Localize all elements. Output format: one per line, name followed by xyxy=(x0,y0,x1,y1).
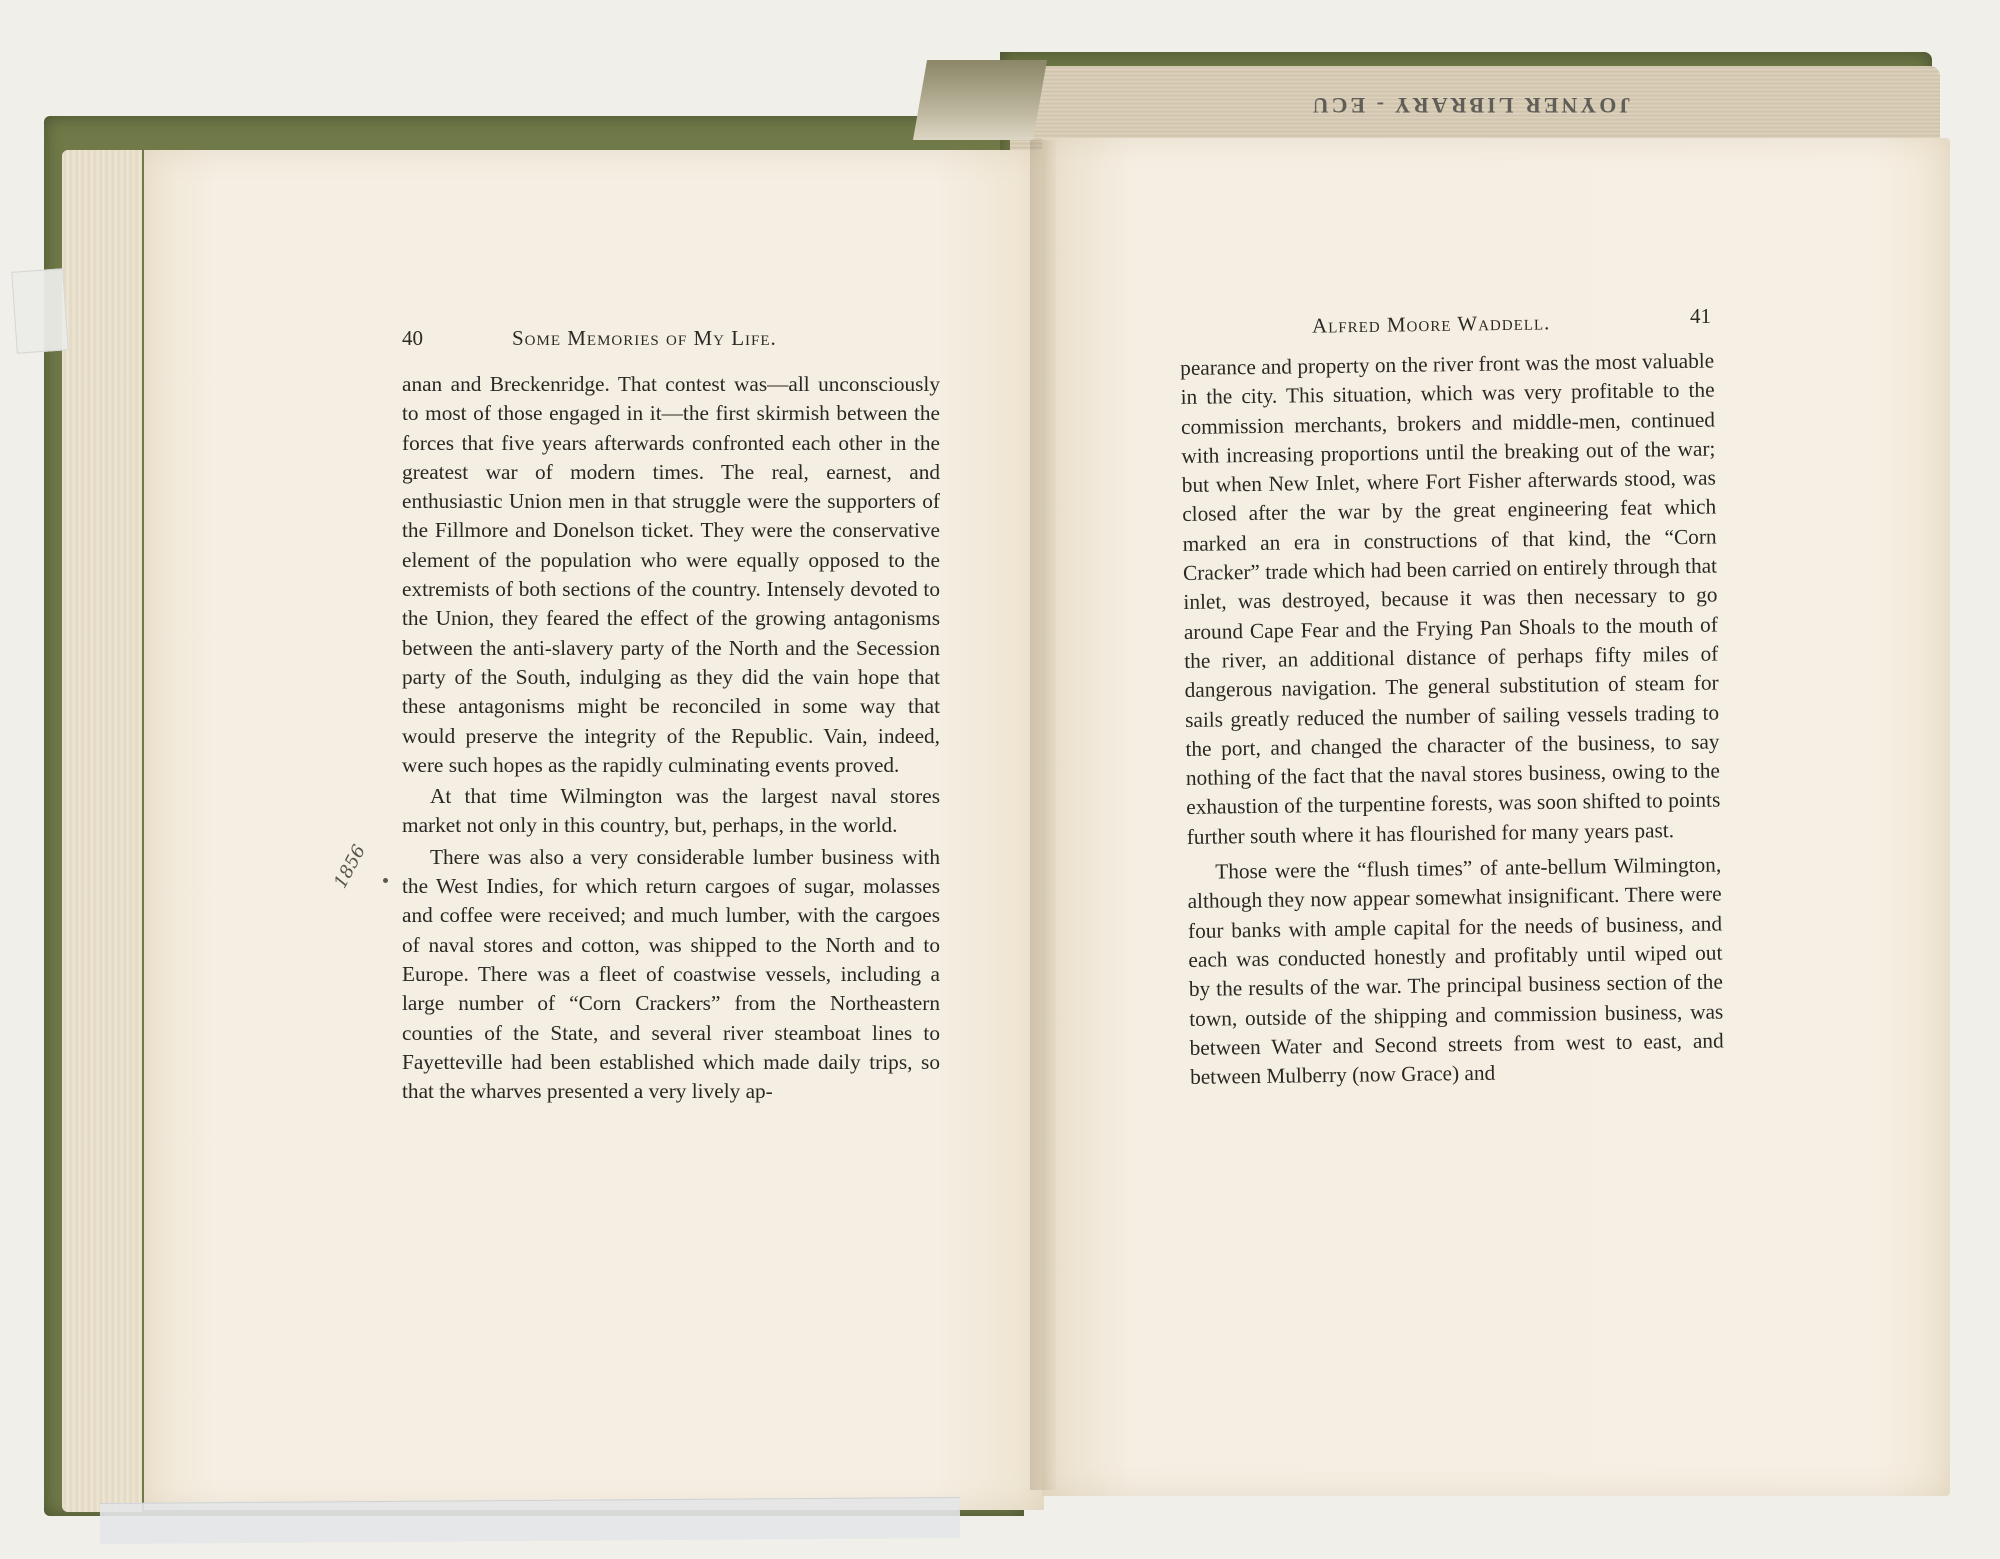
repair-tape-bottom xyxy=(100,1497,960,1544)
right-page-text xyxy=(1180,347,1724,1093)
left-running-head: Some Memories of My Life. xyxy=(512,326,777,350)
page-stack-left xyxy=(62,150,142,1512)
handwritten-margin-note: 1856 xyxy=(330,841,371,892)
left-page-text xyxy=(402,370,940,1106)
right-page-number: 41 xyxy=(1690,304,1711,328)
left-page-number: 40 xyxy=(402,326,423,350)
right-paragraph-2: Those were the “flush times” of ante-bellum Wilmington, although they now appear somewhat insignificant. There were four banks with ample capital for the needs of business, and each was conducted honestly and profitably until wiped out by the results of the war. The principal business section of the town, outside of the shipping and commission business, was between Water and Second streets from west to east, and between Mulberry (now Grace) and xyxy=(1187,852,1724,1090)
book-gutter xyxy=(1030,140,1056,1490)
left-paragraph-3: There was also a very considerable lumber business with the West Indies, for which return cargoes of sugar, molasses and coffee were received; and much lumber, with the cargoes of naval stores and cotton, was shipped to the North and to Europe. There was a fleet of coastwise vessels, including a large number of “Corn Crackers” from the Northeastern counties of the State, and several river steamboat lines to Fayetteville had been established which made daily trips, so that the wharves presented a very lively ap- xyxy=(402,844,940,1104)
margin-note-dot xyxy=(383,878,388,883)
left-paragraph-1: anan and Breckenridge. That contest was—all unconsciously to most of those engaged in it—the first skirmish between the forces that five years afterwards confronted each other in the greatest war of modern times. The real, earnest, and enthusiastic Union men in that struggle were the supporters of the Fillmore and Donelson ticket. They were the conservative element of the population who were equally opposed to the extremists of both sections of the country. Intensely devoted to the Union, they feared the effect of the growing antagonisms between the anti-slavery party of the North and the Secession party of the South, indulging as they did the vain hope that these antagonisms might be reconciled in some way that would preserve the integrity of the Republic. Vain, indeed, were such hopes as the rapidly culminating events proved. xyxy=(402,372,940,777)
right-running-head: Alfred Moore Waddell. xyxy=(1311,310,1551,338)
repair-tape xyxy=(11,268,69,353)
right-paragraph-1: pearance and property on the river front was the most valuable in the city. This situation, which was very profitable to the commission merchants, brokers and middle-men, continued with increasing proportions until the breaking out of the war; but when New Inlet, where Fort Fisher afterwards stood, was closed after the war by the great engineering feat which marked an era in constructions of that kind, the “Corn Cracker” trade which had been carried on entirely through that inlet, was destroyed, because it was then necessary to go around Cape Fear and the Frying Pan Shoals to the mouth of the river, an additional distance of perhaps fifty miles of dangerous navigation. The general substitution of steam for sails greatly reduced the number of sailing vessels trading to the port, and changed the character of the business, to say nothing of the fact that the naval stores business, owing to the exhaustion of the turpentine forests, was soon shifted to points further south where it has flourished for many years past. xyxy=(1180,348,1721,849)
left-paragraph-2: At that time Wilmington was the largest naval stores market not only in this country, but, perhaps, in the world. xyxy=(402,784,940,838)
spine-headband xyxy=(913,60,1047,140)
library-edge-stamp: JOYNER LIBRARY - ECU xyxy=(1309,93,1631,118)
